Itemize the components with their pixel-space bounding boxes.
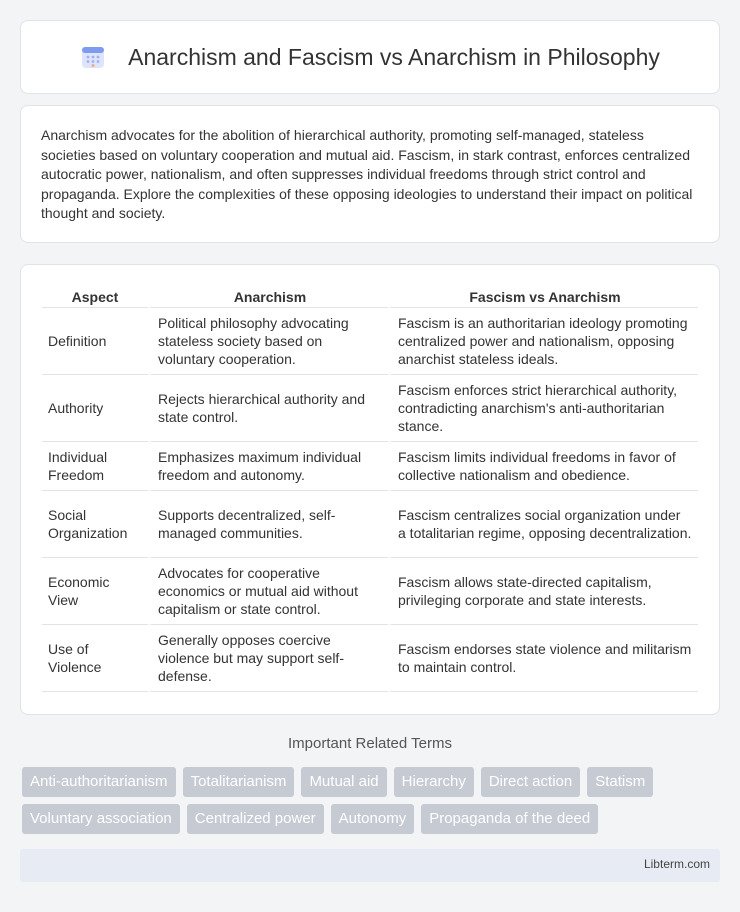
cell-aspect: Social Organization xyxy=(42,491,148,558)
table-row xyxy=(42,558,698,625)
header-fascism-vs-anarchism: Fascism vs Anarchism xyxy=(388,285,698,308)
cell-aspect: Definition xyxy=(42,308,148,375)
table-row xyxy=(42,491,698,558)
cell-fascism: Fascism allows state-directed capitalism, privileging corporate and state interests. xyxy=(388,558,698,625)
comparison-table-card xyxy=(20,264,720,715)
cell-fascism: Fascism endorses state violence and militarism to maintain control. xyxy=(388,625,698,692)
cell-fascism: Fascism is an authoritarian ideology promoting centralized power and nationalism, opposing anarchist stateless ideals. xyxy=(388,308,698,375)
related-term-tag[interactable]: Autonomy xyxy=(331,804,415,834)
footer-brand-link[interactable]: Libterm.com xyxy=(643,857,710,871)
related-term-tag[interactable]: Centralized power xyxy=(187,804,324,834)
intro-text: Anarchism advocates for the abolition of hierarchical authority, promoting self-managed, stateless societies based on voluntary cooperation and mutual aid. Fascism, in stark contrast, enforces centralized autocratic power, nationalism, and often suppresses individual freedoms through strict control and propaganda. Explore the complexities of these opposing ideologies to understand their impact on political thought and society. xyxy=(41,127,693,221)
table-header-row xyxy=(42,285,698,308)
table-row xyxy=(42,375,698,442)
calendar-icon xyxy=(80,44,106,70)
table-row xyxy=(42,625,698,692)
title-card xyxy=(20,20,720,94)
intro-card xyxy=(20,105,720,243)
table-row xyxy=(42,442,698,491)
related-term-tag[interactable]: Totalitarianism xyxy=(183,767,295,797)
cell-anarchism: Generally opposes coercive violence but may support self-defense. xyxy=(148,625,388,692)
related-term-tag[interactable]: Mutual aid xyxy=(301,767,386,797)
cell-fascism: Fascism limits individual freedoms in favor of collective nationalism and obedience. xyxy=(388,442,698,491)
cell-fascism: Fascism enforces strict hierarchical authority, contradicting anarchism's anti-authoritarian stance. xyxy=(388,375,698,442)
related-term-tag[interactable]: Hierarchy xyxy=(394,767,474,797)
header-aspect: Aspect xyxy=(42,285,148,308)
cell-anarchism: Rejects hierarchical authority and state control. xyxy=(148,375,388,442)
related-term-tag[interactable]: Statism xyxy=(587,767,653,797)
comparison-table xyxy=(42,285,698,692)
related-term-tag[interactable]: Anti-authoritarianism xyxy=(22,767,176,797)
cell-anarchism: Advocates for cooperative economics or mutual aid without capitalism or state control. xyxy=(148,558,388,625)
related-term-tag[interactable]: Direct action xyxy=(481,767,580,797)
cell-aspect: Individual Freedom xyxy=(42,442,148,491)
related-term-tag[interactable]: Propaganda of the deed xyxy=(421,804,598,834)
related-term-tag[interactable]: Voluntary association xyxy=(22,804,180,834)
footer xyxy=(20,849,720,882)
cell-aspect: Use of Violence xyxy=(42,625,148,692)
related-terms-title: Important Related Terms xyxy=(288,735,452,752)
page-title: Anarchism and Fascism vs Anarchism in Philosophy xyxy=(128,43,660,70)
cell-anarchism: Supports decentralized, self-managed communities. xyxy=(148,491,388,558)
table-row xyxy=(42,308,698,375)
cell-aspect: Authority xyxy=(42,375,148,442)
cell-anarchism: Political philosophy advocating stateless society based on voluntary cooperation. xyxy=(148,308,388,375)
related-terms-list xyxy=(22,767,722,834)
cell-anarchism: Emphasizes maximum individual freedom and autonomy. xyxy=(148,442,388,491)
cell-aspect: Economic View xyxy=(42,558,148,625)
cell-fascism: Fascism centralizes social organization under a totalitarian regime, opposing decentralization. xyxy=(388,491,698,558)
header-anarchism: Anarchism xyxy=(148,285,388,308)
